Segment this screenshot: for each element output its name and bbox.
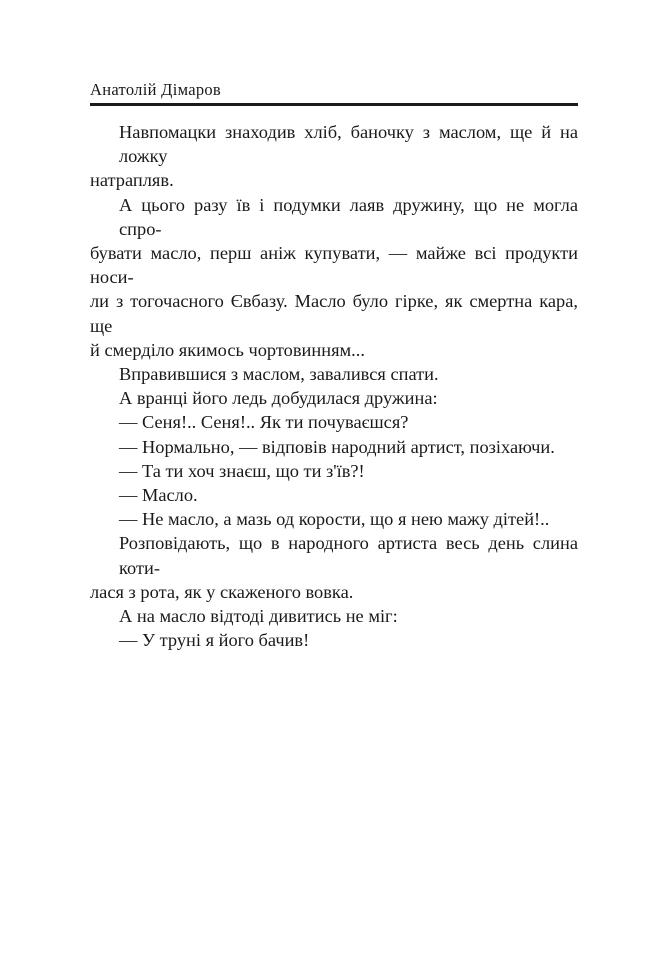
text-line: — Не масло, а мазь од корости, що я нею мажу дітей!.. <box>119 509 550 530</box>
text-line: А на масло відтоді дивитись не міг: <box>119 606 398 627</box>
text-line: — Нормально, — відповів народний артист, позіхаючи. <box>119 436 555 457</box>
text-line: Навпомацки знаходив хліб, баночку з маслом, ще й на ложку <box>119 122 578 167</box>
text-line: бувати масло, перш аніж купувати, — майже всі продукти носи- <box>90 243 578 288</box>
text-line: й смерділо якимось чортовинням... <box>90 339 365 360</box>
text-line: Розповідають, що в народного артиста весь день слина коти- <box>119 533 578 578</box>
text-line: — У труні я його бачив! <box>119 630 310 651</box>
text-line: — Та ти хоч знаєш, що ти з'їв?! <box>119 460 365 481</box>
text-line: ли з тогочасного Євбазу. Масло було гірке, як смертна кара, ще <box>90 291 578 336</box>
text-line: — Масло. <box>119 485 198 506</box>
text-line: Вправившися з маслом, завалився спати. <box>119 364 439 385</box>
text-line: — Сеня!.. Сеня!.. Як ти почуваєшся? <box>119 412 409 433</box>
body-text <box>90 120 578 652</box>
header-rule <box>90 103 578 106</box>
text-line: А вранці його ледь добудилася дружина: <box>119 388 438 409</box>
text-line: А цього разу їв і подумки лаяв дружину, що не могла спро- <box>119 194 578 239</box>
running-head-author: Анатолій Дімаров <box>90 80 222 99</box>
text-line: лася з рота, як у скаженого вовка. <box>90 581 354 602</box>
text-line: натрапляв. <box>90 170 174 191</box>
